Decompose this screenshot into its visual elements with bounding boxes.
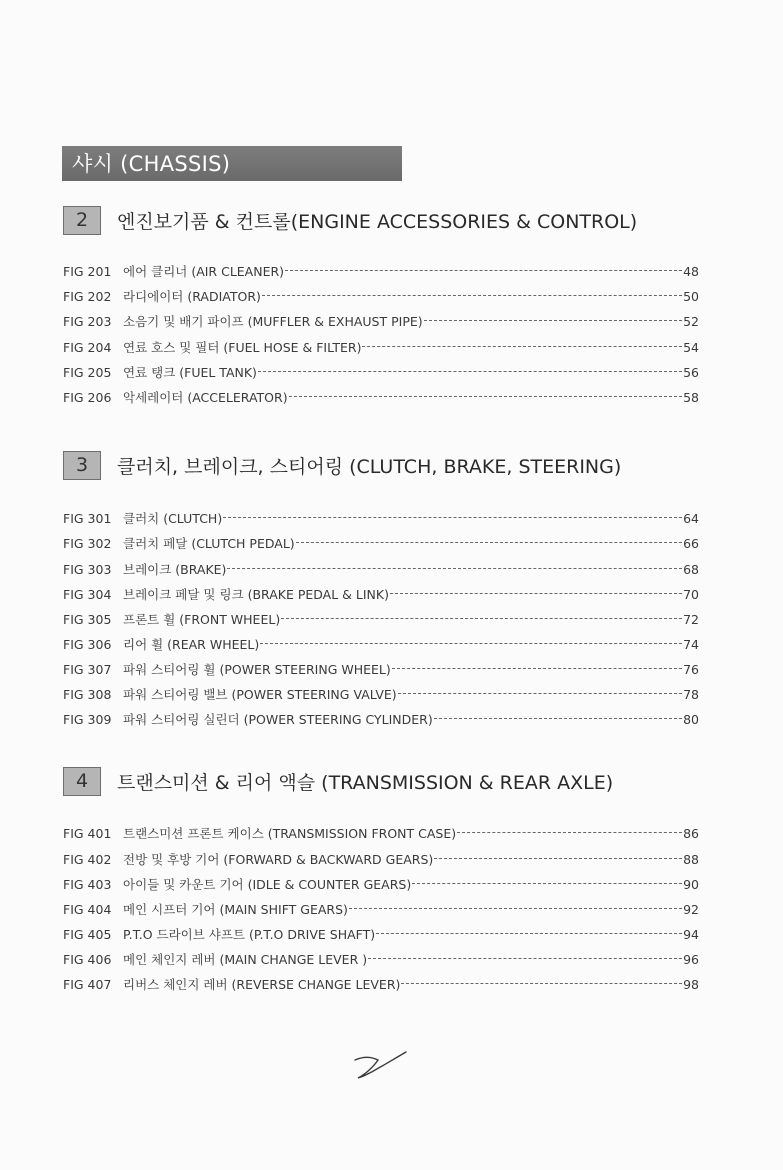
section-number-badge: 3 [63,451,101,480]
fig-number: FIG 206 [63,390,112,405]
entry-title: 라디에이터 (RADIATOR) [123,289,261,304]
fig-number: FIG 204 [63,340,112,355]
entry-title: P.T.O 드라이브 샤프트 (P.T.O DRIVE SHAFT) [123,927,376,942]
fig-number: FIG 401 [63,826,112,841]
dot-leader [392,662,682,674]
entry-title: 메인 체인지 레버 (MAIN CHANGE LEVER ) [123,952,368,967]
entry-title: 리버스 체인지 레버 (REVERSE CHANGE LEVER) [123,977,401,992]
page-number: 70 [683,587,699,602]
entry-title: 리어 휠 (REAR WHEEL) [123,637,260,652]
toc-row-fig-203[interactable] [63,312,699,328]
page-number: 96 [683,952,699,967]
page-number: 64 [683,511,699,526]
entry-title: 메인 시프터 기어 (MAIN SHIFT GEARS) [123,902,348,917]
fig-number: FIG 407 [63,977,112,992]
section-title: 트랜스미션 & 리어 액슬 (TRANSMISSION & REAR AXLE) [117,771,614,794]
fig-number: FIG 302 [63,536,112,551]
entry-title: 소음기 및 배기 파이프 (MUFFLER & EXHAUST PIPE) [123,314,423,329]
fig-number: FIG 305 [63,612,112,627]
entry-title: 에어 클리너 (AIR CLEANER) [123,264,285,279]
dot-leader [258,365,682,377]
dot-leader [457,826,682,838]
page-number: 86 [683,826,699,841]
entry-title: 브레이크 (BRAKE) [123,562,227,577]
toc-row-fig-401[interactable] [63,824,699,840]
dot-leader [296,536,682,548]
page-number: 58 [683,390,699,405]
dot-leader [390,587,682,599]
entry-title: 연료 탱크 (FUEL TANK) [123,365,257,380]
toc-row-fig-303[interactable] [63,560,699,576]
entry-title: 파워 스티어링 휠 (POWER STEERING WHEEL) [123,662,391,677]
entry-title: 연료 호스 및 필터 (FUEL HOSE & FILTER) [123,340,362,355]
toc-row-fig-201[interactable] [63,262,699,278]
entry-title: 전방 및 후방 기어 (FORWARD & BACKWARD GEARS) [123,852,434,867]
toc-row-fig-304[interactable] [63,585,699,601]
section-number-badge: 2 [63,206,101,235]
dot-leader [227,562,682,574]
page-number: 90 [683,877,699,892]
toc-row-fig-405[interactable] [63,925,699,941]
dot-leader [285,264,682,276]
toc-row-fig-407[interactable] [63,975,699,991]
section-title: 클러치, 브레이크, 스티어링 (CLUTCH, BRAKE, STEERING) [117,455,622,478]
dot-leader [376,927,682,939]
dot-leader [398,687,682,699]
section-header-3 [63,447,621,483]
section-header-4 [63,763,613,799]
dot-leader [434,712,682,724]
page-number: 52 [683,314,699,329]
fig-number: FIG 404 [63,902,112,917]
entry-title: 파워 스티어링 밸브 (POWER STEERING VALVE) [123,687,397,702]
page-number: 98 [683,977,699,992]
entry-title: 아이들 및 카운트 기어 (IDLE & COUNTER GEARS) [123,877,412,892]
toc-row-fig-305[interactable] [63,610,699,626]
page-number: 72 [683,612,699,627]
handwritten-signature-icon [352,1048,412,1084]
page-number: 80 [683,712,699,727]
page-number: 92 [683,902,699,917]
fig-number: FIG 202 [63,289,112,304]
fig-number: FIG 306 [63,637,112,652]
toc-row-fig-308[interactable] [63,685,699,701]
toc-row-fig-306[interactable] [63,635,699,651]
section-header-2 [63,202,637,238]
page-number: 56 [683,365,699,380]
page-number: 66 [683,536,699,551]
section-number-badge: 4 [63,767,101,796]
dot-leader [281,612,682,624]
toc-row-fig-404[interactable] [63,900,699,916]
entry-title: 악세레이터 (ACCELERATOR) [123,390,288,405]
page-number: 48 [683,264,699,279]
entry-title: 트랜스미션 프론트 케이스 (TRANSMISSION FRONT CASE) [123,826,457,841]
fig-number: FIG 301 [63,511,112,526]
chapter-banner [62,146,402,181]
toc-row-fig-204[interactable] [63,338,699,354]
fig-number: FIG 304 [63,587,112,602]
dot-leader [260,637,682,649]
page-number: 68 [683,562,699,577]
fig-number: FIG 308 [63,687,112,702]
dot-leader [262,289,682,301]
page-number: 50 [683,289,699,304]
fig-number: FIG 309 [63,712,112,727]
toc-row-fig-206[interactable] [63,388,699,404]
fig-number: FIG 201 [63,264,112,279]
fig-number: FIG 403 [63,877,112,892]
entry-title: 클러치 (CLUTCH) [123,511,223,526]
fig-number: FIG 303 [63,562,112,577]
dot-leader [349,902,682,914]
fig-number: FIG 307 [63,662,112,677]
dot-leader [434,852,682,864]
dot-leader [223,511,682,523]
toc-row-fig-309[interactable] [63,710,699,726]
fig-number: FIG 402 [63,852,112,867]
chapter-title: 샤시 (CHASSIS) [72,152,231,176]
toc-row-fig-301[interactable] [63,509,699,525]
fig-number: FIG 205 [63,365,112,380]
toc-row-fig-205[interactable] [63,363,699,379]
dot-leader [289,390,683,402]
toc-row-fig-406[interactable] [63,950,699,966]
dot-leader [424,314,682,326]
page-number: 54 [683,340,699,355]
toc-row-fig-307[interactable] [63,660,699,676]
toc-row-fig-202[interactable] [63,287,699,303]
dot-leader [412,877,682,889]
section-title: 엔진보기품 & 컨트롤(ENGINE ACCESSORIES & CONTROL) [117,210,638,233]
page-number: 78 [683,687,699,702]
entry-title: 클러치 페달 (CLUTCH PEDAL) [123,536,295,551]
fig-number: FIG 203 [63,314,112,329]
page-number: 94 [683,927,699,942]
toc-row-fig-302[interactable] [63,534,699,550]
dot-leader [362,340,682,352]
toc-row-fig-402[interactable] [63,850,699,866]
entry-title: 프론트 휠 (FRONT WHEEL) [123,612,281,627]
entry-title: 브레이크 페달 및 링크 (BRAKE PEDAL & LINK) [123,587,389,602]
entry-title: 파워 스티어링 실린더 (POWER STEERING CYLINDER) [123,712,433,727]
fig-number: FIG 406 [63,952,112,967]
page-number: 88 [683,852,699,867]
dot-leader [401,977,682,989]
page-number: 76 [683,662,699,677]
dot-leader [368,952,682,964]
page-number: 74 [683,637,699,652]
toc-row-fig-403[interactable] [63,875,699,891]
fig-number: FIG 405 [63,927,112,942]
